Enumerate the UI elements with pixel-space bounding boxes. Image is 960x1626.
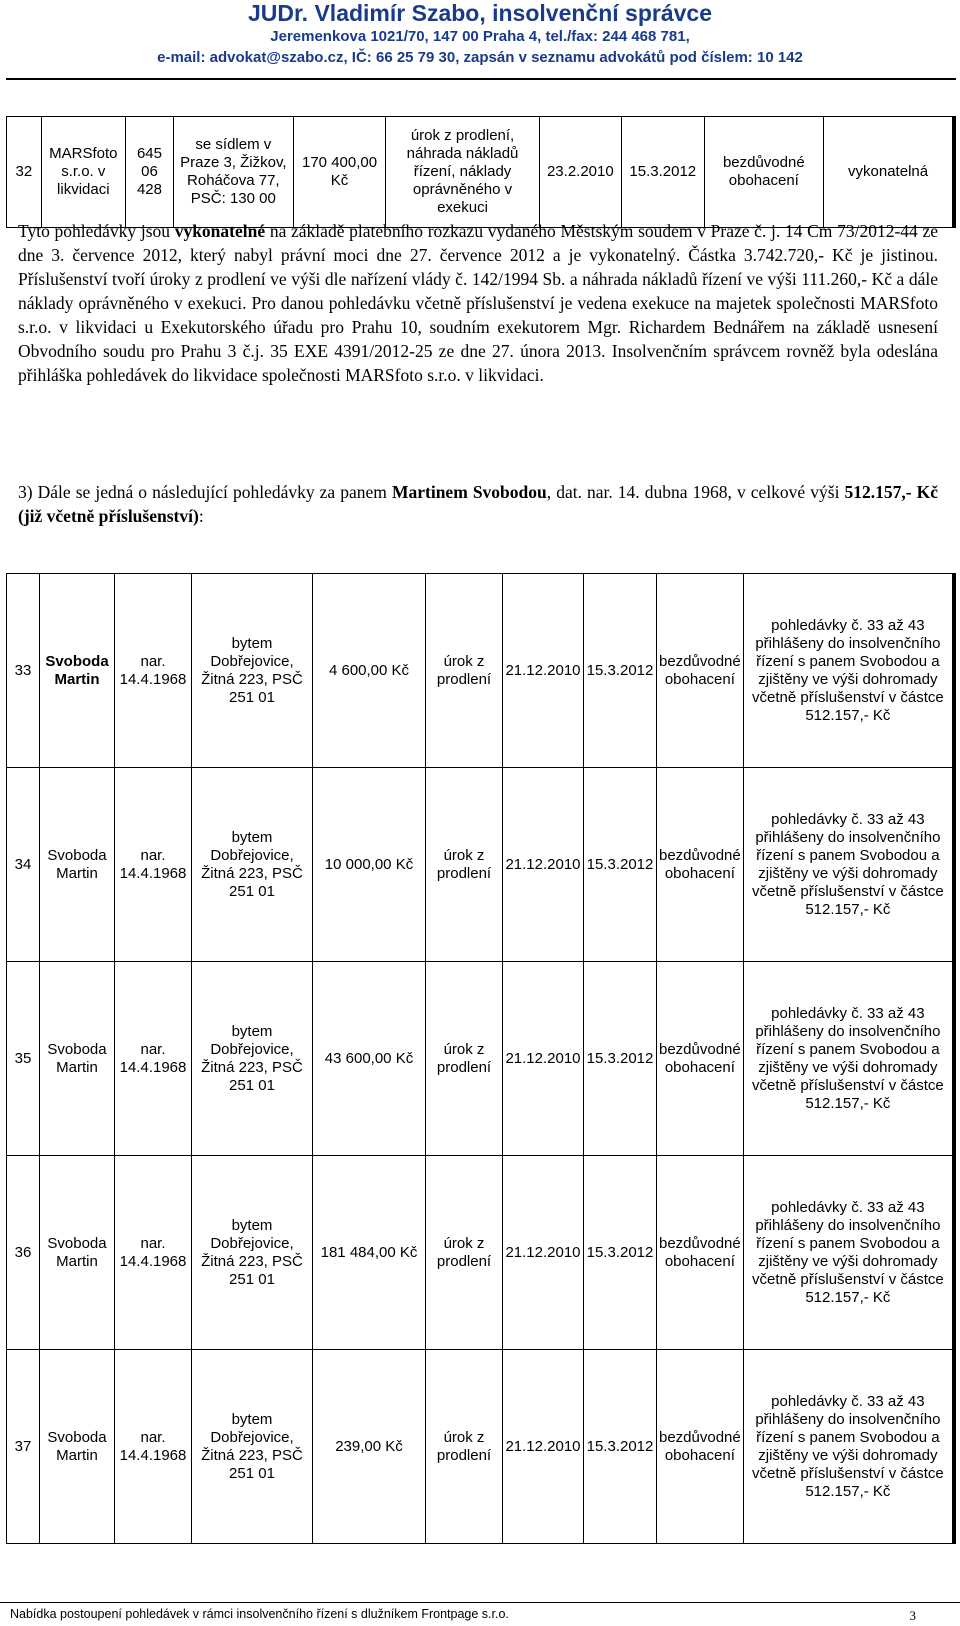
- table-row: [7, 117, 955, 228]
- paragraph-svoboda-claims: [18, 480, 938, 528]
- letterhead-title: JUDr. Vladimír Szabo, insolvenční správce: [247, 0, 712, 26]
- table-row: [7, 1350, 955, 1544]
- cell-claim-type: úrok z prodlení, náhrada nákladů řízení, náklady oprávněného v exekuci: [386, 117, 539, 228]
- cell-number: 32: [7, 117, 42, 228]
- cell-debtor-address: se sídlem v Praze 3, Žižkov, Roháčova 77, PSČ: 130 00: [174, 117, 294, 228]
- paragraph-text: :: [198, 506, 204, 526]
- paragraph-text: , dat. nar. 14. dubna 1968, v celkové výši: [546, 482, 845, 502]
- cell-date-filed: 15.3.2012: [584, 962, 657, 1156]
- cell-legal-basis: bezdůvodné obohacení: [657, 1350, 744, 1544]
- cell-date-filed: 15.3.2012: [584, 1156, 657, 1350]
- table-row: [7, 574, 955, 768]
- cell-birth-date: nar. 14.4.1968: [115, 1350, 192, 1544]
- cell-note: pohledávky č. 33 až 43 přihlášeny do insolvenčního řízení s panem Svobodou a zjištěny ve výši dohromady včetně příslušenství v částce 512.157,- Kč: [743, 1350, 954, 1544]
- cell-birth-date: nar. 14.4.1968: [115, 768, 192, 962]
- cell-date-filed: 15.3.2012: [584, 1350, 657, 1544]
- cell-date-origin: 21.12.2010: [503, 962, 584, 1156]
- cell-date-filed: 15.3.2012: [622, 117, 704, 228]
- cell-debtor-address: bytem Dobřejovice, Žitná 223, PSČ 251 01: [192, 574, 313, 768]
- cell-claim-type: úrok z prodlení: [426, 768, 503, 962]
- table-row: [7, 1156, 955, 1350]
- cell-date-origin: 21.12.2010: [503, 574, 584, 768]
- paragraph-enforceability: [18, 219, 938, 387]
- cell-date-filed: 15.3.2012: [584, 768, 657, 962]
- footer-text: Nabídka postoupení pohledávek v rámci insolvenčního řízení s dlužníkem Frontpage s.r.o.: [10, 1607, 509, 1621]
- cell-debtor-id: 645 06 428: [125, 117, 173, 228]
- cell-date-origin: 21.12.2010: [503, 768, 584, 962]
- cell-debtor-name: Svoboda Martin: [40, 1156, 115, 1350]
- cell-debtor-name: Svoboda Martin: [40, 768, 115, 962]
- cell-debtor-name: MARSfoto s.r.o. v likvidaci: [41, 117, 125, 228]
- cell-debtor-address: bytem Dobřejovice, Žitná 223, PSČ 251 01: [192, 768, 313, 962]
- cell-amount: 239,00 Kč: [313, 1350, 426, 1544]
- cell-legal-basis: bezdůvodné obohacení: [657, 768, 744, 962]
- cell-debtor-name: Svoboda Martin: [40, 574, 115, 768]
- cell-debtor-name: Svoboda Martin: [40, 1350, 115, 1544]
- cell-claim-type: úrok z prodlení: [426, 574, 503, 768]
- cell-amount: 181 484,00 Kč: [313, 1156, 426, 1350]
- cell-claim-type: úrok z prodlení: [426, 962, 503, 1156]
- cell-amount: 4 600,00 Kč: [313, 574, 426, 768]
- letterhead-contact: e-mail: advokat@szabo.cz, IČ: 66 25 79 30, zapsán v seznamu advokátů pod číslem: 10 142: [157, 49, 803, 66]
- cell-note: pohledávky č. 33 až 43 přihlášeny do insolvenčního řízení s panem Svobodou a zjištěny ve výši dohromady včetně příslušenství v částce 512.157,- Kč: [743, 1156, 954, 1350]
- table-row: [7, 962, 955, 1156]
- cell-amount: 43 600,00 Kč: [313, 962, 426, 1156]
- paragraph-text: 3) Dále se jedná o následující pohledávky za panem: [18, 482, 392, 502]
- cell-debtor-name: Svoboda Martin: [40, 962, 115, 1156]
- cell-note: pohledávky č. 33 až 43 přihlášeny do insolvenčního řízení s panem Svobodou a zjištěny ve výši dohromady včetně příslušenství v částce 512.157,- Kč: [743, 962, 954, 1156]
- cell-debtor-address: bytem Dobřejovice, Žitná 223, PSČ 251 01: [192, 962, 313, 1156]
- paragraph-text: Tyto pohledávky jsou: [18, 221, 175, 241]
- paragraph-emphasis: vykonatelné: [174, 221, 266, 241]
- paragraph-text: na základě platebního rozkazu vydaného Městským soudem v Praze č. j. 14 Cm 73/2012-44 ze dne 3. července 2012, který nabyl právní moci dne 27. července 2012 a je vykonatelný. Částka 3.742.720,- Kč je jistinou. Příslušenství tvoří úroky z prodlení ve výši dle nařízení vlády č. 142/1994 Sb. a náhrada nákladů řízení ve výši 111.260,- Kč a dále náklady oprávněného v exekuci. Pro danou pohledávku včetně příslušenství je vedena exekuce na majetek společnosti MARSfoto s.r.o. v likvidaci u Exekutorského úřadu pro Prahu 10, soudním exekutorem Mgr. Richardem Bednářem na základě usnesení Obvodního soudu pro Prahu 3 č.j. 35 EXE 4391/2012-25 ze dne 27. února 2013. Insolvenčním správcem rovněž byla odeslána přihláška pohledávek do likvidace společnosti MARSfoto s.r.o. v likvidaci.: [18, 221, 938, 385]
- cell-number: 36: [7, 1156, 40, 1350]
- cell-legal-basis: bezdůvodné obohacení: [704, 117, 824, 228]
- cell-legal-basis: bezdůvodné obohacení: [657, 962, 744, 1156]
- claims-table-marsfoto: [6, 116, 956, 228]
- cell-debtor-address: bytem Dobřejovice, Žitná 223, PSČ 251 01: [192, 1156, 313, 1350]
- claims-table-svoboda: [6, 573, 956, 1544]
- page-number: 3: [909, 1608, 916, 1623]
- cell-number: 37: [7, 1350, 40, 1544]
- cell-claim-type: úrok z prodlení: [426, 1350, 503, 1544]
- cell-legal-basis: bezdůvodné obohacení: [657, 574, 744, 768]
- cell-number: 35: [7, 962, 40, 1156]
- cell-date-origin: 21.12.2010: [503, 1156, 584, 1350]
- cell-note: pohledávky č. 33 až 43 přihlášeny do insolvenčního řízení s panem Svobodou a zjištěny ve výši dohromady včetně příslušenství v částce 512.157,- Kč: [743, 574, 954, 768]
- cell-number: 33: [7, 574, 40, 768]
- header-divider: [6, 78, 956, 80]
- cell-birth-date: nar. 14.4.1968: [115, 962, 192, 1156]
- cell-claim-type: úrok z prodlení: [426, 1156, 503, 1350]
- cell-debtor-address: bytem Dobřejovice, Žitná 223, PSČ 251 01: [192, 1350, 313, 1544]
- cell-legal-basis: bezdůvodné obohacení: [657, 1156, 744, 1350]
- cell-number: 34: [7, 768, 40, 962]
- cell-date-filed: 15.3.2012: [584, 574, 657, 768]
- cell-status: vykonatelná: [824, 117, 954, 228]
- cell-birth-date: nar. 14.4.1968: [115, 574, 192, 768]
- cell-amount: 170 400,00 Kč: [293, 117, 386, 228]
- cell-date-origin: 23.2.2010: [539, 117, 621, 228]
- page-footer: [0, 1602, 960, 1626]
- letterhead-address: Jeremenkova 1021/70, 147 00 Praha 4, tel./fax: 244 468 781,: [270, 28, 690, 45]
- cell-amount: 10 000,00 Kč: [313, 768, 426, 962]
- letterhead: [0, 0, 960, 68]
- paragraph-emphasis: Martinem Svobodou: [391, 482, 547, 502]
- table-row: [7, 768, 955, 962]
- cell-date-origin: 21.12.2010: [503, 1350, 584, 1544]
- paragraph-emphasis: 512.157,- Kč (již včetně příslušenství): [18, 482, 938, 526]
- cell-birth-date: nar. 14.4.1968: [115, 1156, 192, 1350]
- cell-note: pohledávky č. 33 až 43 přihlášeny do insolvenčního řízení s panem Svobodou a zjištěny ve výši dohromady včetně příslušenství v částce 512.157,- Kč: [743, 768, 954, 962]
